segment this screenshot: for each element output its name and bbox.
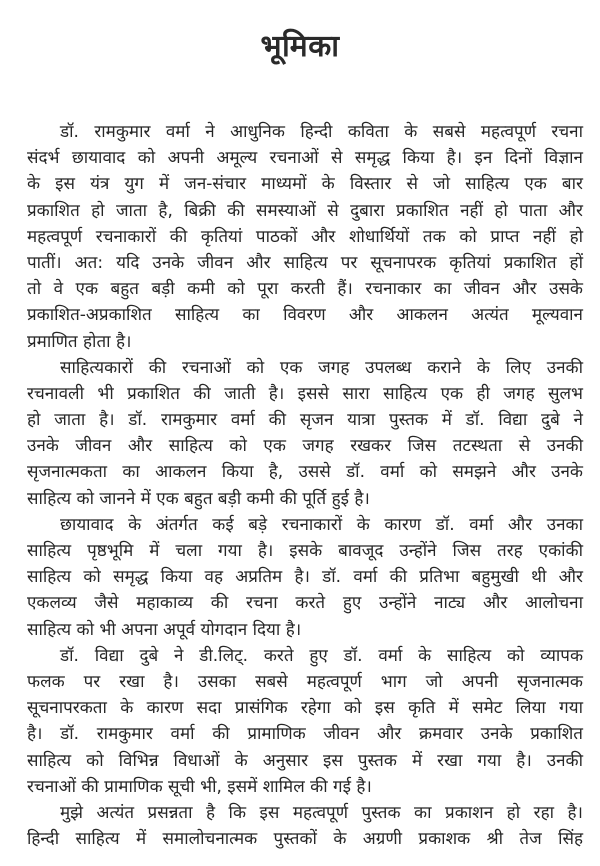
text-line: साहित्य पृष्ठभूमि में चला गया है। इसके बावजूद उन्होंने जिस तरह एकांकी [27,541,583,561]
text-line: हो जाता है। डॉ. रामकुमार वर्मा की सृजन यात्रा पुस्तक में डॉ. विद्या दुबे ने [27,410,583,431]
text-line: साहित्य को भी अपना अपूर्व योगदान दिया है। [27,619,302,640]
text-line: एकलव्य जैसे महाकाव्य की रचना करते हुए उन्होंने नाट्य और आलोचना [27,593,583,614]
text-line: साहित्य को जानने में एक बहुत बड़ी कमी की पूर्ति हुई है। [27,488,370,509]
paragraph-5 [27,800,583,852]
text-line: छायावाद के अंतर्गत कई बड़े रचनाकारों के कारण डॉ. वर्मा और उनका [60,514,583,535]
text-line: उनके जीवन और साहित्य को एक जगह रखकर जिस तटस्थता से उनकी [27,436,583,457]
text-line: प्रकाशित हो जाता है, बिक्री की समस्याओं से दुबारा प्रकाशित नहीं हो पाता और [27,200,583,221]
text-line: साहित्यकारों की रचनाओं को एक जगह उपलब्ध कराने के लिए उनकी [60,357,583,378]
text-line: सृजनात्मकता का आकलन किया है, उससे डॉ. वर्मा को समझने और उनके [27,462,583,483]
paragraph-1 [27,119,583,355]
text-line: प्रकाशित-अप्रकाशित साहित्य का विवरण और आकलन अत्यंत मूल्यवान [27,305,583,326]
text-line: साहित्य को विभिन्न विधाओं के अनुसार इस पुस्तक में रखा गया है। उनकी [27,750,583,771]
text-line: फलक पर रखा है। उसका सबसे महत्वपूर्ण भाग जो अपनी सृजनात्मक [27,671,583,692]
text-line: के इस यंत्र युग में जन-संचार माध्यमों के विस्तार से जो साहित्य एक बार [27,174,583,195]
text-line: रचनावली भी प्रकाशित की जाती है। इससे सारा साहित्य एक ही जगह सुलभ [27,383,583,404]
body-text [27,119,583,852]
text-line: डॉ. विद्या दुबे ने डी.लिट्. करते हुए डॉ. वर्मा के साहित्य को व्यापक [60,645,583,666]
text-line: मुझे अत्यंत प्रसन्नता है कि इस महत्वपूर्ण पुस्तक का प्रकाशन हो रहा है। [60,802,583,823]
text-line: महत्वपूर्ण रचनाकारों की कृतियां पाठकों और शोधार्थियों तक को प्राप्त नहीं हो [27,226,583,247]
text-line: पातीं। अत: यदि उनके जीवन और साहित्य पर सूचनापरक कृतियां प्रकाशित हों [27,252,583,273]
text-line: संदर्भ छायावाद को अपनी अमूल्य रचनाओं से समृद्ध किया है। इन दिनों विज्ञान [27,148,583,169]
paragraph-3 [27,512,583,643]
text-line: प्रमाणित होता है। [27,331,132,352]
text-line: हिन्दी साहित्य में समालोचनात्मक पुस्तकों के अग्रणी प्रकाशक श्री तेज सिंह [27,829,583,850]
text-line: साहित्य को समृद्ध किया वह अप्रतिम है। डॉ. वर्मा की प्रतिभा बहुमुखी थी और [27,567,583,588]
paragraph-2 [27,355,583,512]
text-line: सूचनापरकता के कारण सदा प्रासंगिक रहेगा को इस कृति में समेट लिया गया [27,698,583,719]
text-line: डॉ. रामकुमार वर्मा ने आधुनिक हिन्दी कविता के सबसे महत्वपूर्ण रचना [60,122,583,142]
text-line: रचनाओं की प्रामाणिक सूची भी, इसमें शामिल की गई है। [27,776,372,797]
text-line: तो वे एक बहुत बड़ी कमी को पूरा करती हैं। रचनाकार का जीवन और उसके [27,279,583,300]
text-line: है। डॉ. रामकुमार वर्मा की प्रामाणिक जीवन और क्रमवार उनके प्रकाशित [27,724,583,745]
paragraph-4 [27,643,583,800]
page-title: भूमिका [260,29,340,64]
